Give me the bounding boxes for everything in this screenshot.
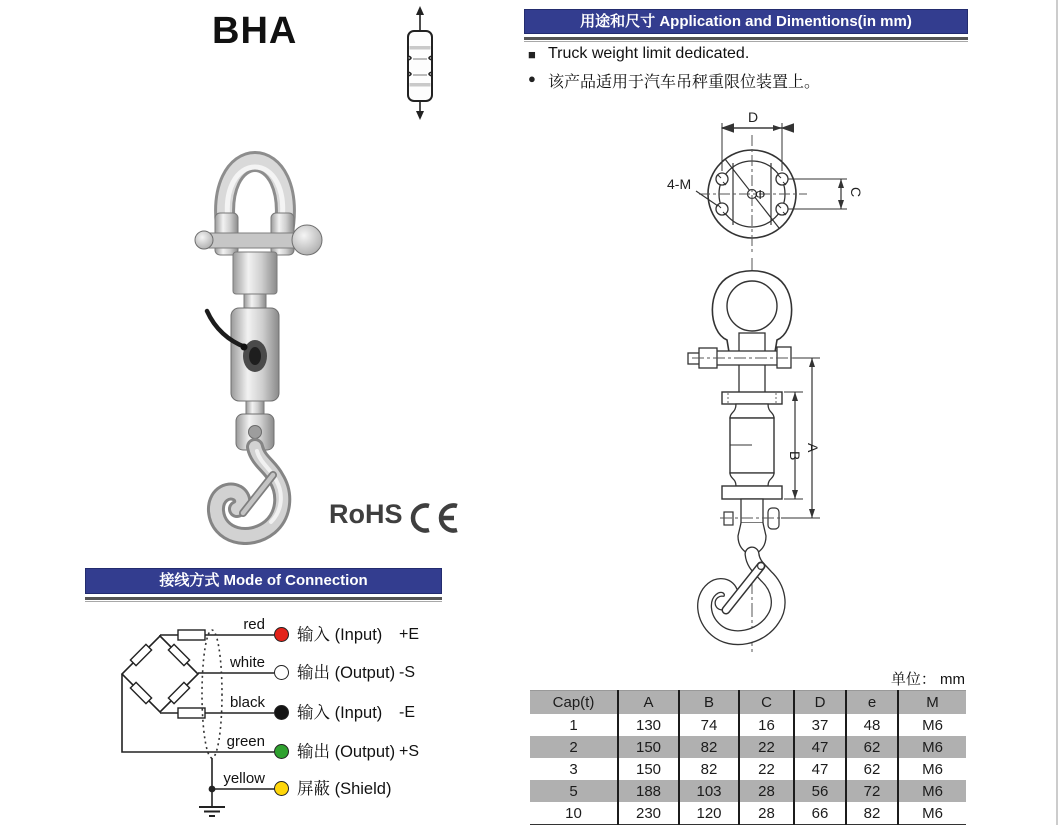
wire-label-row xyxy=(297,778,507,800)
wire-function-label: 输出 (Output) xyxy=(297,664,396,682)
feature-text: 该产品适用于汽车吊秤重限位装置上。 xyxy=(548,74,821,91)
spec-cell: 47 xyxy=(794,736,846,758)
terminal-dot-white xyxy=(274,665,289,680)
spec-row xyxy=(530,758,966,780)
wire-function-label: 屏蔽 (Shield) xyxy=(297,780,392,798)
spec-cell: 2 xyxy=(569,738,578,756)
dim-label-a: A xyxy=(805,443,821,453)
spec-table-wrap xyxy=(530,690,966,825)
spec-cell: 48 xyxy=(846,714,898,736)
spec-cell: 37 xyxy=(794,714,846,736)
wire-label-row xyxy=(297,702,507,724)
spec-header-cell: D xyxy=(794,691,846,715)
spec-cell: 82 xyxy=(679,758,739,780)
wire-signal-label: +S xyxy=(399,743,420,760)
spec-cell: 82 xyxy=(679,736,739,758)
spec-cell: 188 xyxy=(618,780,679,802)
spec-header-cell: C xyxy=(739,691,794,715)
spec-cell: 230 xyxy=(618,802,679,825)
wire-signal-label: -S xyxy=(399,664,415,681)
spec-cell: 120 xyxy=(679,802,739,825)
square-bullet-icon: ■ xyxy=(528,47,536,62)
spec-row xyxy=(530,736,966,758)
spec-cell: M6 xyxy=(898,736,966,758)
spec-cell: 130 xyxy=(618,714,679,736)
spec-cell: 47 xyxy=(794,758,846,780)
spec-cell: 22 xyxy=(739,758,794,780)
spec-cell: 1 xyxy=(569,716,578,734)
spec-row xyxy=(530,802,966,825)
dim-label-c: C xyxy=(848,187,864,198)
spec-row xyxy=(530,780,966,802)
wire-label-row xyxy=(297,624,507,646)
feature-text: Truck weight limit dedicated. xyxy=(548,45,750,62)
feature-bullet xyxy=(528,69,958,92)
wiring-diagram xyxy=(85,610,515,825)
spec-cell: M6 xyxy=(898,714,966,736)
spec-cell: 82 xyxy=(846,802,898,825)
wire-function-label: 输出 (Output) xyxy=(297,743,396,761)
spec-cell: 74 xyxy=(679,714,739,736)
spec-cell: 66 xyxy=(794,802,846,825)
product-model-title: BHA xyxy=(212,10,298,52)
spec-cell: 16 xyxy=(739,714,794,736)
spec-cell: 28 xyxy=(739,802,794,825)
terminal-dot-yellow xyxy=(274,781,289,796)
wire-color-name-green: green xyxy=(226,733,265,750)
feature-bullet xyxy=(528,45,958,64)
application-section-bar: 用途和尺寸 Application and Dimentions(in mm) xyxy=(524,9,968,34)
rule xyxy=(85,601,442,602)
spec-table-head xyxy=(530,691,966,715)
spec-cell: 72 xyxy=(846,780,898,802)
page-edge-line xyxy=(1056,0,1058,825)
spec-cell: 150 xyxy=(618,736,679,758)
rule xyxy=(524,41,968,42)
spec-cell: 62 xyxy=(846,736,898,758)
spec-header-cell: B xyxy=(679,691,739,715)
rule xyxy=(524,37,968,40)
connection-section-bar: 接线方式 Mode of Connection xyxy=(85,568,442,594)
load-cell-tension-icon xyxy=(396,2,444,124)
spec-cell: 28 xyxy=(739,780,794,802)
spec-cell: M6 xyxy=(898,758,966,780)
spec-cell: 3 xyxy=(569,760,578,778)
spec-cell: 56 xyxy=(794,780,846,802)
spec-header-cell: A xyxy=(618,691,679,715)
terminal-dot-red xyxy=(274,627,289,642)
wire-function-label: 输入 (Input) xyxy=(297,626,383,644)
spec-table xyxy=(530,690,966,825)
wire-signal-label: -E xyxy=(399,704,415,721)
spec-cell: M6 xyxy=(898,802,966,825)
unit-label: 单位： mm xyxy=(890,671,965,688)
spec-cell: 5 xyxy=(569,782,578,800)
circle-bullet-icon: ● xyxy=(528,71,536,86)
holes-callout: 4-M xyxy=(667,176,692,192)
spec-cell: 62 xyxy=(846,758,898,780)
spec-header-cell: Cap(t) xyxy=(552,694,595,711)
wire-label-row xyxy=(297,662,507,684)
terminal-dot-black xyxy=(274,705,289,720)
dim-label-b: B xyxy=(787,451,803,461)
top-view-drawing xyxy=(655,97,865,267)
wire-color-name-red: red xyxy=(243,616,265,633)
wire-color-name-white: white xyxy=(229,654,265,671)
spec-table-body xyxy=(530,714,966,825)
wire-label-row xyxy=(297,741,507,763)
spec-header-cell: e xyxy=(846,691,898,715)
spec-cell: 10 xyxy=(565,804,582,822)
rohs-mark: RoHS xyxy=(329,499,403,529)
product-photo xyxy=(185,95,400,545)
spec-cell: M6 xyxy=(898,780,966,802)
terminal-dot-green xyxy=(274,744,289,759)
spec-header-row xyxy=(530,691,966,715)
wire-color-name-yellow: yellow xyxy=(223,770,265,787)
spec-cell: 103 xyxy=(679,780,739,802)
center-phi-label: Φ xyxy=(755,187,766,202)
rule xyxy=(85,597,442,600)
ce-mark-icon xyxy=(407,501,463,535)
spec-cell: 22 xyxy=(739,736,794,758)
wire-signal-label: +E xyxy=(399,626,420,643)
wire-function-label: 输入 (Input) xyxy=(297,704,383,722)
spec-row xyxy=(530,714,966,736)
side-view-drawing xyxy=(640,255,910,655)
dim-label-d: D xyxy=(748,109,759,125)
wire-color-name-black: black xyxy=(229,694,265,711)
spec-header-cell: M xyxy=(898,691,966,715)
spec-cell: 150 xyxy=(618,758,679,780)
